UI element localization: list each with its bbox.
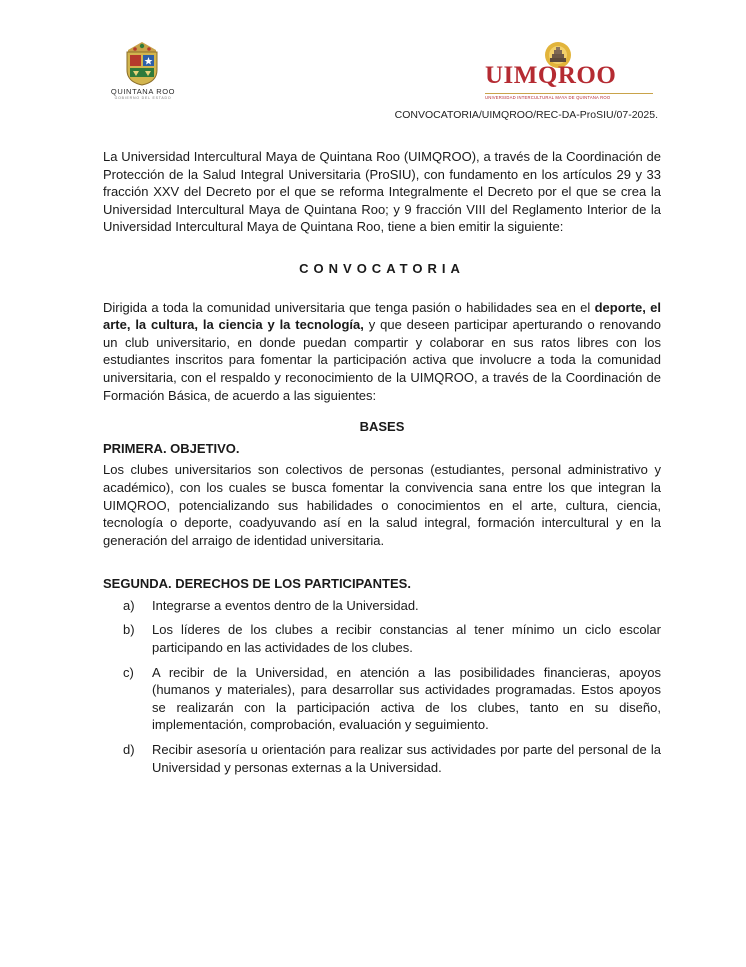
list-item-text: Integrarse a eventos dentro de la Universidad. [152,597,419,613]
uimqroo-logo [485,40,655,100]
quintana-roo-logo [102,40,184,102]
list-marker: c) [123,664,134,680]
list-item [103,741,661,776]
intro-paragraph: La Universidad Intercultural Maya de Quintana Roo (UIMQROO), a través de la Coordinación de Protección de la Salud Integral Universitaria (ProSIU), con fundamento en los artículos 29 y 33 fracción XXV del Decreto por el que se reforma Integralmente el Decreto por el que se crea la Universidad Intercultural Maya de Quintana Roo; y 9 fracción VIII del Reglamento Interior de la Universidad Intercultural Maya de Quintana Roo, tiene a bien emitir la siguiente: [103,149,661,235]
bases-heading: BASES [359,419,405,435]
call-text-end: y que deseen participar aperturando o renovando un club universitario, en donde puedan compartir y colaborar en sus ratos libres con los estudiantes inscritos para fomentar la participación activa que involucre a toda la comunidad universitaria, con el respaldo y reconocimiento de la UIMQROO, a través de la Coordinación de Formación Básica, de acuerdo a las siguientes: [103,317,661,403]
rights-list [103,597,661,776]
list-item [103,621,661,656]
quintana-roo-subtitle: GOBIERNO DEL ESTADO [114,96,172,100]
first-section-heading: PRIMERA. OBJETIVO. [103,440,240,456]
uimqroo-subtitle: UNIVERSIDAD INTERCULTURAL MAYA DE QUINTANA ROO [485,93,653,100]
call-text-bold: deporte, el arte, la cultura, la ciencia y la tecnología, [103,299,661,333]
list-item [103,597,661,615]
document-folio: CONVOCATORIA/UIMQROO/REC-DA-ProSIU/07-2025. [394,109,658,121]
quintana-roo-name: QUINTANA ROO [110,87,176,96]
list-item-text: Los líderes de los clubes a recibir constancias al tener mínimo un ciclo escolar participando en las actividades de los clubes. [152,622,661,656]
list-item [103,664,661,734]
list-marker: b) [123,622,135,638]
document-body [103,148,661,783]
document-title: CONVOCATORIA [299,260,465,276]
quintana-roo-shield-icon [122,40,162,86]
first-section-text: Los clubes universitarios son colectivos de personas (estudiantes, personal administrativo y académico), con los cuales se busca fomentar la convivencia sana entre los que integran la UIMQROO, potencializando sus habilidades o conocimientos en el arte, cultura, ciencia, tecnología o deporte, coadyuvando así en la salud integral, formación intercultural y en la generación del arraigo de identidad universitaria. [103,462,661,548]
list-item-text: A recibir de la Universidad, en atención a las posibilidades financieras, apoyos (humanos y materiales), para desarrollar sus actividades programadas. Estos apoyos se realizarán con la participación activa de los clubes, tanto en su diseño, implementación, comprobación, evaluación y seguimiento. [152,664,661,733]
list-marker: a) [123,597,135,613]
uimqroo-wordmark: UIMQROO [485,62,617,89]
list-item-text: Recibir asesoría u orientación para realizar sus actividades por parte del personal de la Universidad y personas externas a la Universidad. [152,742,661,775]
second-section-heading: SEGUNDA. DERECHOS DE LOS PARTICIPANTES. [103,576,411,592]
call-paragraph [103,299,661,405]
call-text-start: Dirigida a toda la comunidad universitaria que tenga pasión o habilidades sea en el [103,299,595,315]
list-marker: d) [123,742,135,758]
